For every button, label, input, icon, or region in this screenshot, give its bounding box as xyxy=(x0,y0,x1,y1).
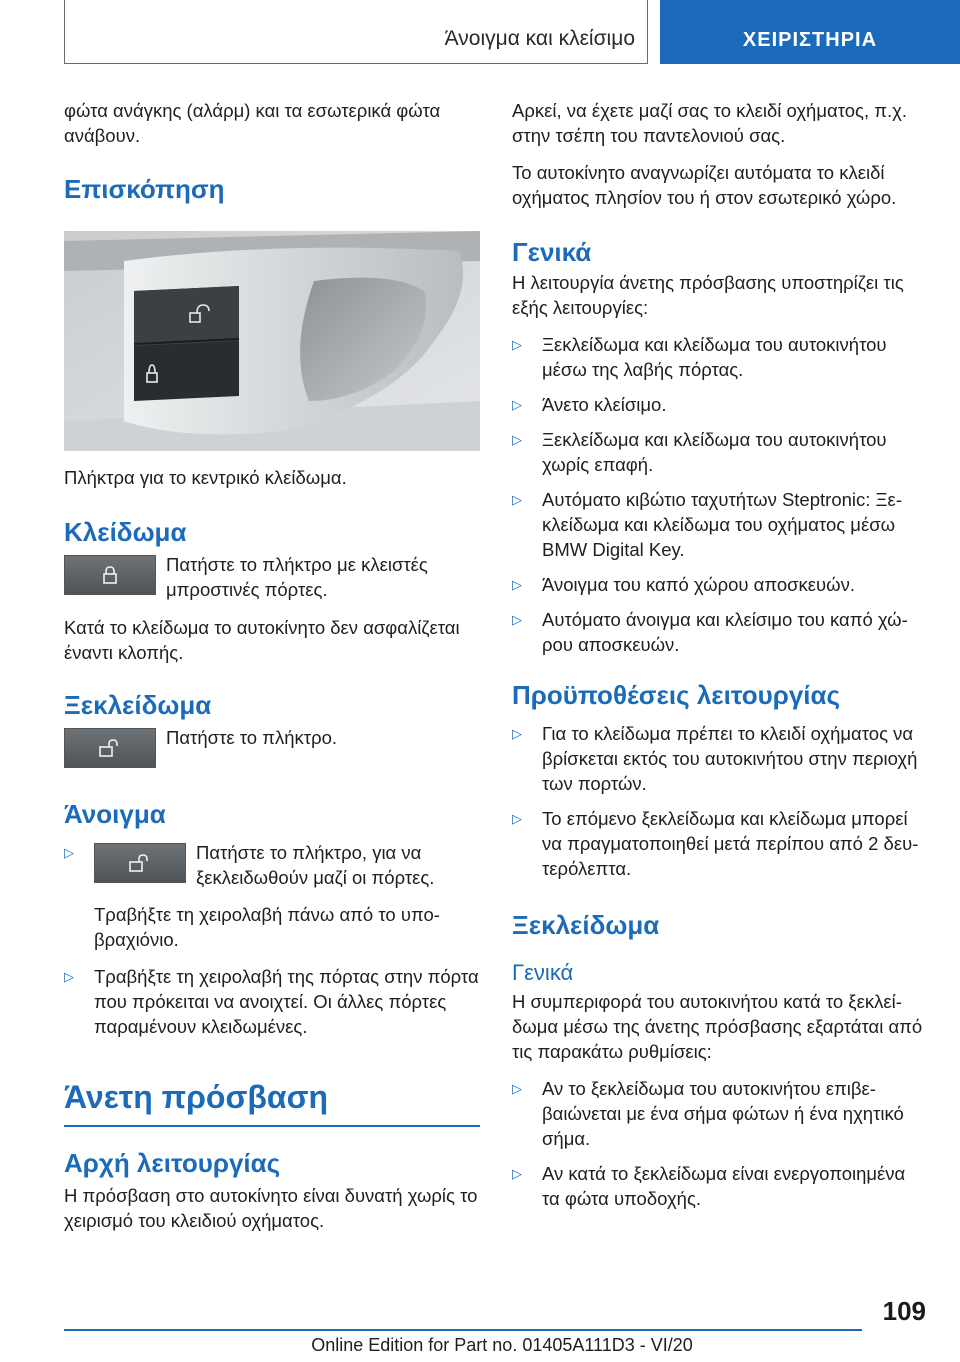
right-column xyxy=(512,98,928,1211)
bullet-icon: ▷ xyxy=(64,969,74,984)
prerequisites-list xyxy=(512,721,928,881)
bullet-icon: ▷ xyxy=(64,845,74,860)
header-chapter-title: ΧΕΙΡΙΣΤΗΡΙΑ xyxy=(742,29,878,51)
list-item: ▷ Αν κατά το ξεκλείδωμα είναι ενεργοποιημένα τα φώτα υποδοχής. xyxy=(512,1163,906,1209)
bullet-icon: ▷ xyxy=(512,432,522,447)
principle-heading: Αρχή λειτουργίας xyxy=(64,1148,281,1178)
left-column xyxy=(64,98,480,1233)
list-item: ▷ Αυτόματο άνοιγμα και κλείσιμο του καπό χώρου αποσκευών. xyxy=(512,609,908,655)
door-panel-illustration xyxy=(64,231,480,451)
unlock-button-image xyxy=(64,728,156,768)
unlock-button-image xyxy=(94,843,186,883)
central-locking-photo xyxy=(64,231,480,451)
list-item: ▷ Αν το ξεκλείδωμα του αυτοκινήτου επιβεβαιώνεται με ένα σήμα φώτων ή ένα ηχητικό σήμα. xyxy=(512,1078,904,1149)
open-steps xyxy=(64,840,480,1039)
bullet-icon: ▷ xyxy=(512,811,522,826)
lock-heading: Κλείδωμα xyxy=(64,517,187,547)
list-item: ▷ Άνετο κλείσιμο. xyxy=(512,394,667,415)
bullet-icon: ▷ xyxy=(512,397,522,412)
open-step-row xyxy=(94,840,480,890)
list-item: ▷ Ξεκλείδωμα και κλείδωμα του αυτοκινήτου χωρίς επαφή. xyxy=(512,429,887,475)
heading-rule xyxy=(64,1125,480,1127)
bullet-icon: ▷ xyxy=(512,726,522,741)
unlock-icon xyxy=(97,737,123,759)
unlock-heading: Ξεκλείδωμα xyxy=(64,690,212,720)
footer-rule xyxy=(64,1329,862,1331)
header-section-title: Άνοιγμα και κλείσιμο xyxy=(444,27,635,50)
bullet-icon: ▷ xyxy=(512,1081,522,1096)
principle-text: Η πρόσβαση στο αυτοκίνητο είναι δυνατή χωρίς το χειρισμό του κλειδιού οχήματος. xyxy=(64,1185,478,1231)
lock-instruction xyxy=(64,552,480,602)
general-heading: Γενικά xyxy=(512,237,592,267)
lock-icon xyxy=(99,564,121,586)
open-heading: Άνοιγμα xyxy=(64,799,166,829)
open-step-text: Τραβήξτε τη χειρολαβή της πόρτας στην πόρτα που πρόκειται να ανοιχτεί. Οι άλλες πόρτες παραμένουν κλειδωμένες. xyxy=(94,966,479,1037)
list-item: ▷ Άνοιγμα του καπό χώρου αποσκευών. xyxy=(512,574,855,595)
comfort-access-heading: Άνετη πρόσβαση xyxy=(64,1079,328,1115)
key-detection-text: Το αυτοκίνητο αναγνωρίζει αυτόματα το κλειδί οχήματος πλησίον του ή στον εσωτερικό χώρο. xyxy=(512,162,897,208)
lock-text: Πατήστε το πλήκτρο με κλειστές μπροστινές πόρτες. xyxy=(166,554,428,600)
bullet-icon: ▷ xyxy=(512,1166,522,1181)
general-text: Η λειτουργία άνετης πρόσβασης υποστηρίζει τις εξής λειτουργίες: xyxy=(512,272,904,318)
photo-caption: Πλήκτρα για το κεντρικό κλείδωμα. xyxy=(64,467,347,488)
edition-footer: Online Edition for Part no. 01405A111D3 - VI/20 xyxy=(311,1335,693,1355)
list-item: ▷ Ξεκλείδωμα και κλείδωμα του αυτοκινήτου μέσω της λαβής πόρτας. xyxy=(512,334,887,380)
functions-list xyxy=(512,332,928,657)
lock-note: Κατά το κλείδωμα το αυτοκίνητο δεν ασφαλίζεται έναντι κλοπής. xyxy=(64,617,460,663)
bullet-icon: ▷ xyxy=(512,337,522,352)
list-item xyxy=(64,964,480,1039)
list-item: ▷ Για το κλείδωμα πρέπει το κλειδί οχήματος να βρίσκεται εκτός του αυτοκινήτου στην περιοχή των πορτών. xyxy=(512,723,918,794)
open-step-text: Πατήστε το πλήκτρο, για να ξεκλειδωθούν μαζί οι πόρτες. xyxy=(196,842,435,888)
unlock-text: Πατήστε το πλήκτρο. xyxy=(166,727,338,748)
unlock-general-text: Η συμπεριφορά του αυτοκινήτου κατά το ξεκλείδωμα μέσω της άνετης πρόσβασης εξαρτάται από τις παρακάτω ρυθμίσεις: xyxy=(512,991,923,1062)
comfort-unlock-heading: Ξεκλείδωμα xyxy=(512,910,660,940)
list-item xyxy=(64,840,480,952)
overview-heading: Επισκόπηση xyxy=(64,174,225,204)
list-item: ▷ Αυτόματο κιβώτιο ταχυτήτων Steptronic: Ξεκλείδωμα και κλείδωμα του οχήματος μέσω BMW Digital Key. xyxy=(512,489,902,560)
bullet-icon: ▷ xyxy=(512,612,522,627)
unlock-instruction xyxy=(64,725,480,768)
unlock-icon xyxy=(127,852,153,874)
prerequisites-heading: Προϋποθέσεις λειτουργίας xyxy=(512,680,841,710)
open-step-subtext: Τραβήξτε τη χειρολαβή πάνω από το υποβραχιόνιο. xyxy=(94,904,440,950)
key-in-pocket-text: Αρκεί, να έχετε μαζί σας το κλειδί οχήματος, π.χ. στην τσέπη του παντελονιού σας. xyxy=(512,100,907,146)
unlock-general-heading: Γενικά xyxy=(512,960,574,985)
unlock-settings-list xyxy=(512,1076,928,1211)
lock-button-image xyxy=(64,555,156,595)
header-section-box xyxy=(64,0,648,64)
bullet-icon: ▷ xyxy=(512,577,522,592)
list-item: ▷ Το επόμενο ξεκλείδωμα και κλείδωμα μπορεί να πραγματοποιηθεί μετά περίπου από 2 δευτερόλεπτα. xyxy=(512,808,919,879)
page-number: 109 xyxy=(882,1296,926,1326)
header-chapter-tab[interactable] xyxy=(660,0,960,64)
bullet-icon: ▷ xyxy=(512,492,522,507)
intro-text: φώτα ανάγκης (αλάρμ) και τα εσωτερικά φώτα ανάβουν. xyxy=(64,100,441,146)
